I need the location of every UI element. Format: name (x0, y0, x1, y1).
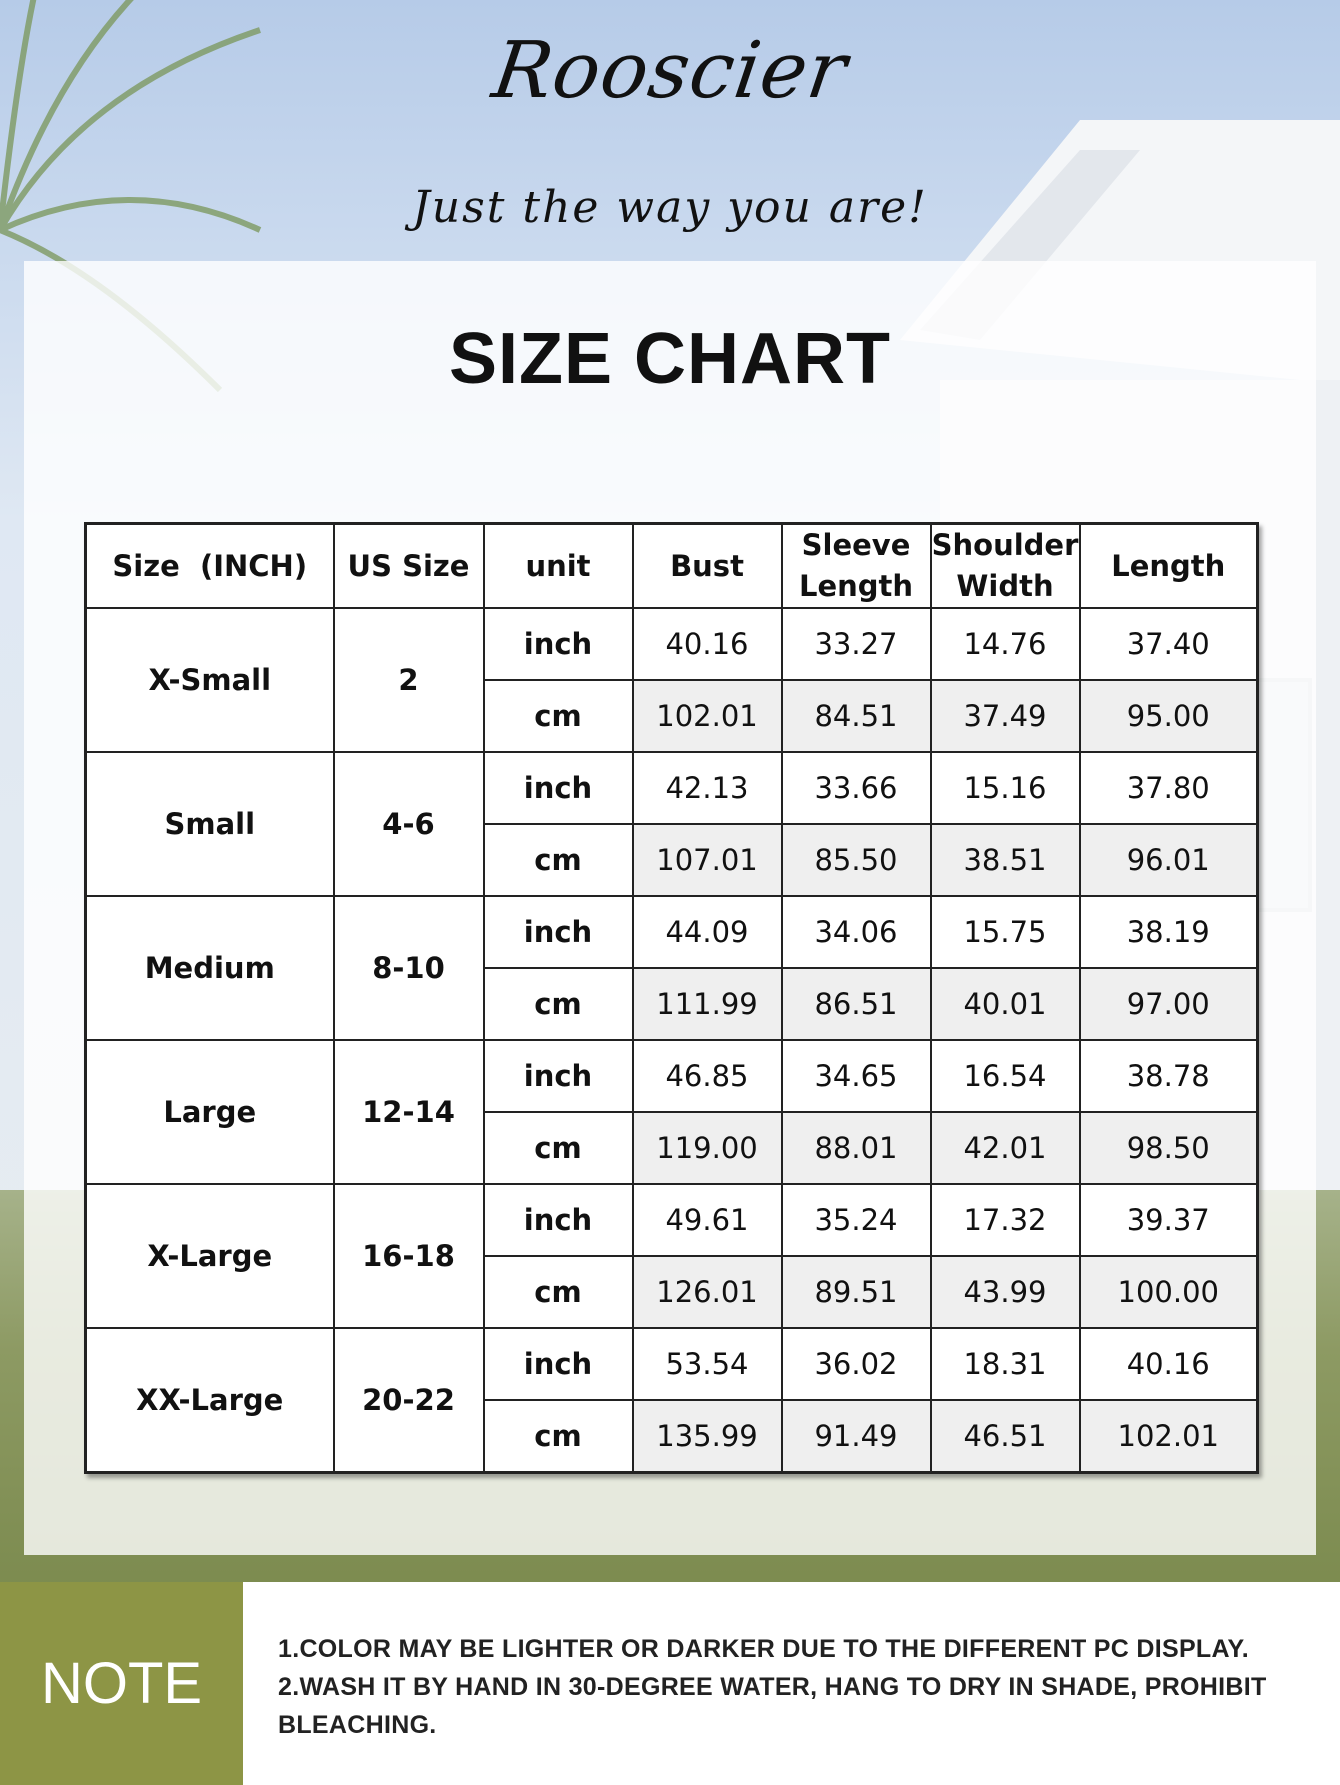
shoulder-width-value: 43.99 (931, 1256, 1080, 1328)
unit-label: cm (484, 680, 633, 752)
note-line: 2.WASH IT BY HAND IN 30-DEGREE WATER, HANG TO DRY IN SHADE, PROHIBIT BLEACHING. (278, 1673, 1267, 1739)
length-value: 38.78 (1080, 1040, 1258, 1112)
length-value: 38.19 (1080, 896, 1258, 968)
header-unit: unit (484, 524, 633, 609)
us-size-value: 4-6 (334, 752, 484, 896)
length-value: 98.50 (1080, 1112, 1258, 1184)
shoulder-width-value: 38.51 (931, 824, 1080, 896)
us-size-value: 12-14 (334, 1040, 484, 1184)
unit-label: cm (484, 1400, 633, 1473)
bust-value: 42.13 (633, 752, 782, 824)
size-label: Medium (86, 896, 334, 1040)
header-size: Size (INCH) (86, 524, 334, 609)
brand-tagline: Just the way you are! (412, 182, 928, 233)
sleeve-length-value: 36.02 (782, 1328, 931, 1400)
shoulder-width-value: 17.32 (931, 1184, 1080, 1256)
size-label: Large (86, 1040, 334, 1184)
length-value: 102.01 (1080, 1400, 1258, 1473)
table-row (86, 896, 1258, 968)
unit-label: cm (484, 824, 633, 896)
sleeve-length-value: 84.51 (782, 680, 931, 752)
bust-value: 102.01 (633, 680, 782, 752)
sleeve-length-value: 85.50 (782, 824, 931, 896)
unit-label: inch (484, 752, 633, 824)
length-value: 100.00 (1080, 1256, 1258, 1328)
length-value: 95.00 (1080, 680, 1258, 752)
size-table (84, 522, 1259, 1474)
header-shoulder-width: Shoulder Width (931, 524, 1080, 609)
sleeve-length-value: 86.51 (782, 968, 931, 1040)
bust-value: 49.61 (633, 1184, 782, 1256)
sleeve-length-value: 91.49 (782, 1400, 931, 1473)
bust-value: 44.09 (633, 896, 782, 968)
size-label: Small (86, 752, 334, 896)
shoulder-width-value: 15.75 (931, 896, 1080, 968)
shoulder-width-value: 14.76 (931, 608, 1080, 680)
note-line: 1.COLOR MAY BE LIGHTER OR DARKER DUE TO THE DIFFERENT PC DISPLAY. (278, 1635, 1250, 1663)
shoulder-width-value: 40.01 (931, 968, 1080, 1040)
table-row (86, 1328, 1258, 1400)
shoulder-width-value: 15.16 (931, 752, 1080, 824)
bust-value: 46.85 (633, 1040, 782, 1112)
sleeve-length-value: 88.01 (782, 1112, 931, 1184)
bust-value: 135.99 (633, 1400, 782, 1473)
unit-label: cm (484, 968, 633, 1040)
unit-label: cm (484, 1112, 633, 1184)
length-value: 40.16 (1080, 1328, 1258, 1400)
header-length: Length (1080, 524, 1258, 609)
header-us-size: US Size (334, 524, 484, 609)
size-label: XX-Large (86, 1328, 334, 1473)
length-value: 97.00 (1080, 968, 1258, 1040)
bust-value: 126.01 (633, 1256, 782, 1328)
shoulder-width-value: 46.51 (931, 1400, 1080, 1473)
shoulder-width-value: 16.54 (931, 1040, 1080, 1112)
header-bust: Bust (633, 524, 782, 609)
table-row (86, 1040, 1258, 1112)
length-value: 37.40 (1080, 608, 1258, 680)
unit-label: inch (484, 608, 633, 680)
sleeve-length-value: 34.65 (782, 1040, 931, 1112)
table-row (86, 1184, 1258, 1256)
sleeve-length-value: 35.24 (782, 1184, 931, 1256)
bust-value: 40.16 (633, 608, 782, 680)
shoulder-width-value: 42.01 (931, 1112, 1080, 1184)
table-header-row (86, 524, 1258, 609)
brand-logo: Rooscier (487, 26, 853, 116)
size-label: X-Small (86, 608, 334, 752)
us-size-value: 8-10 (334, 896, 484, 1040)
unit-label: cm (484, 1256, 633, 1328)
bust-value: 119.00 (633, 1112, 782, 1184)
size-label: X-Large (86, 1184, 334, 1328)
sleeve-length-value: 33.66 (782, 752, 931, 824)
unit-label: inch (484, 1328, 633, 1400)
unit-label: inch (484, 1184, 633, 1256)
sleeve-length-value: 89.51 (782, 1256, 931, 1328)
page-title: SIZE CHART (449, 319, 891, 399)
unit-label: inch (484, 1040, 633, 1112)
table-row (86, 752, 1258, 824)
bust-value: 111.99 (633, 968, 782, 1040)
table-row (86, 608, 1258, 680)
unit-label: inch (484, 896, 633, 968)
length-value: 39.37 (1080, 1184, 1258, 1256)
us-size-value: 16-18 (334, 1184, 484, 1328)
note-text (278, 1630, 1328, 1744)
length-value: 37.80 (1080, 752, 1258, 824)
length-value: 96.01 (1080, 824, 1258, 896)
bust-value: 107.01 (633, 824, 782, 896)
us-size-value: 2 (334, 608, 484, 752)
note-label: NOTE (40, 1651, 203, 1716)
sleeve-length-value: 33.27 (782, 608, 931, 680)
sleeve-length-value: 34.06 (782, 896, 931, 968)
shoulder-width-value: 37.49 (931, 680, 1080, 752)
header-sleeve-length: Sleeve Length (782, 524, 931, 609)
shoulder-width-value: 18.31 (931, 1328, 1080, 1400)
us-size-value: 20-22 (334, 1328, 484, 1473)
bust-value: 53.54 (633, 1328, 782, 1400)
